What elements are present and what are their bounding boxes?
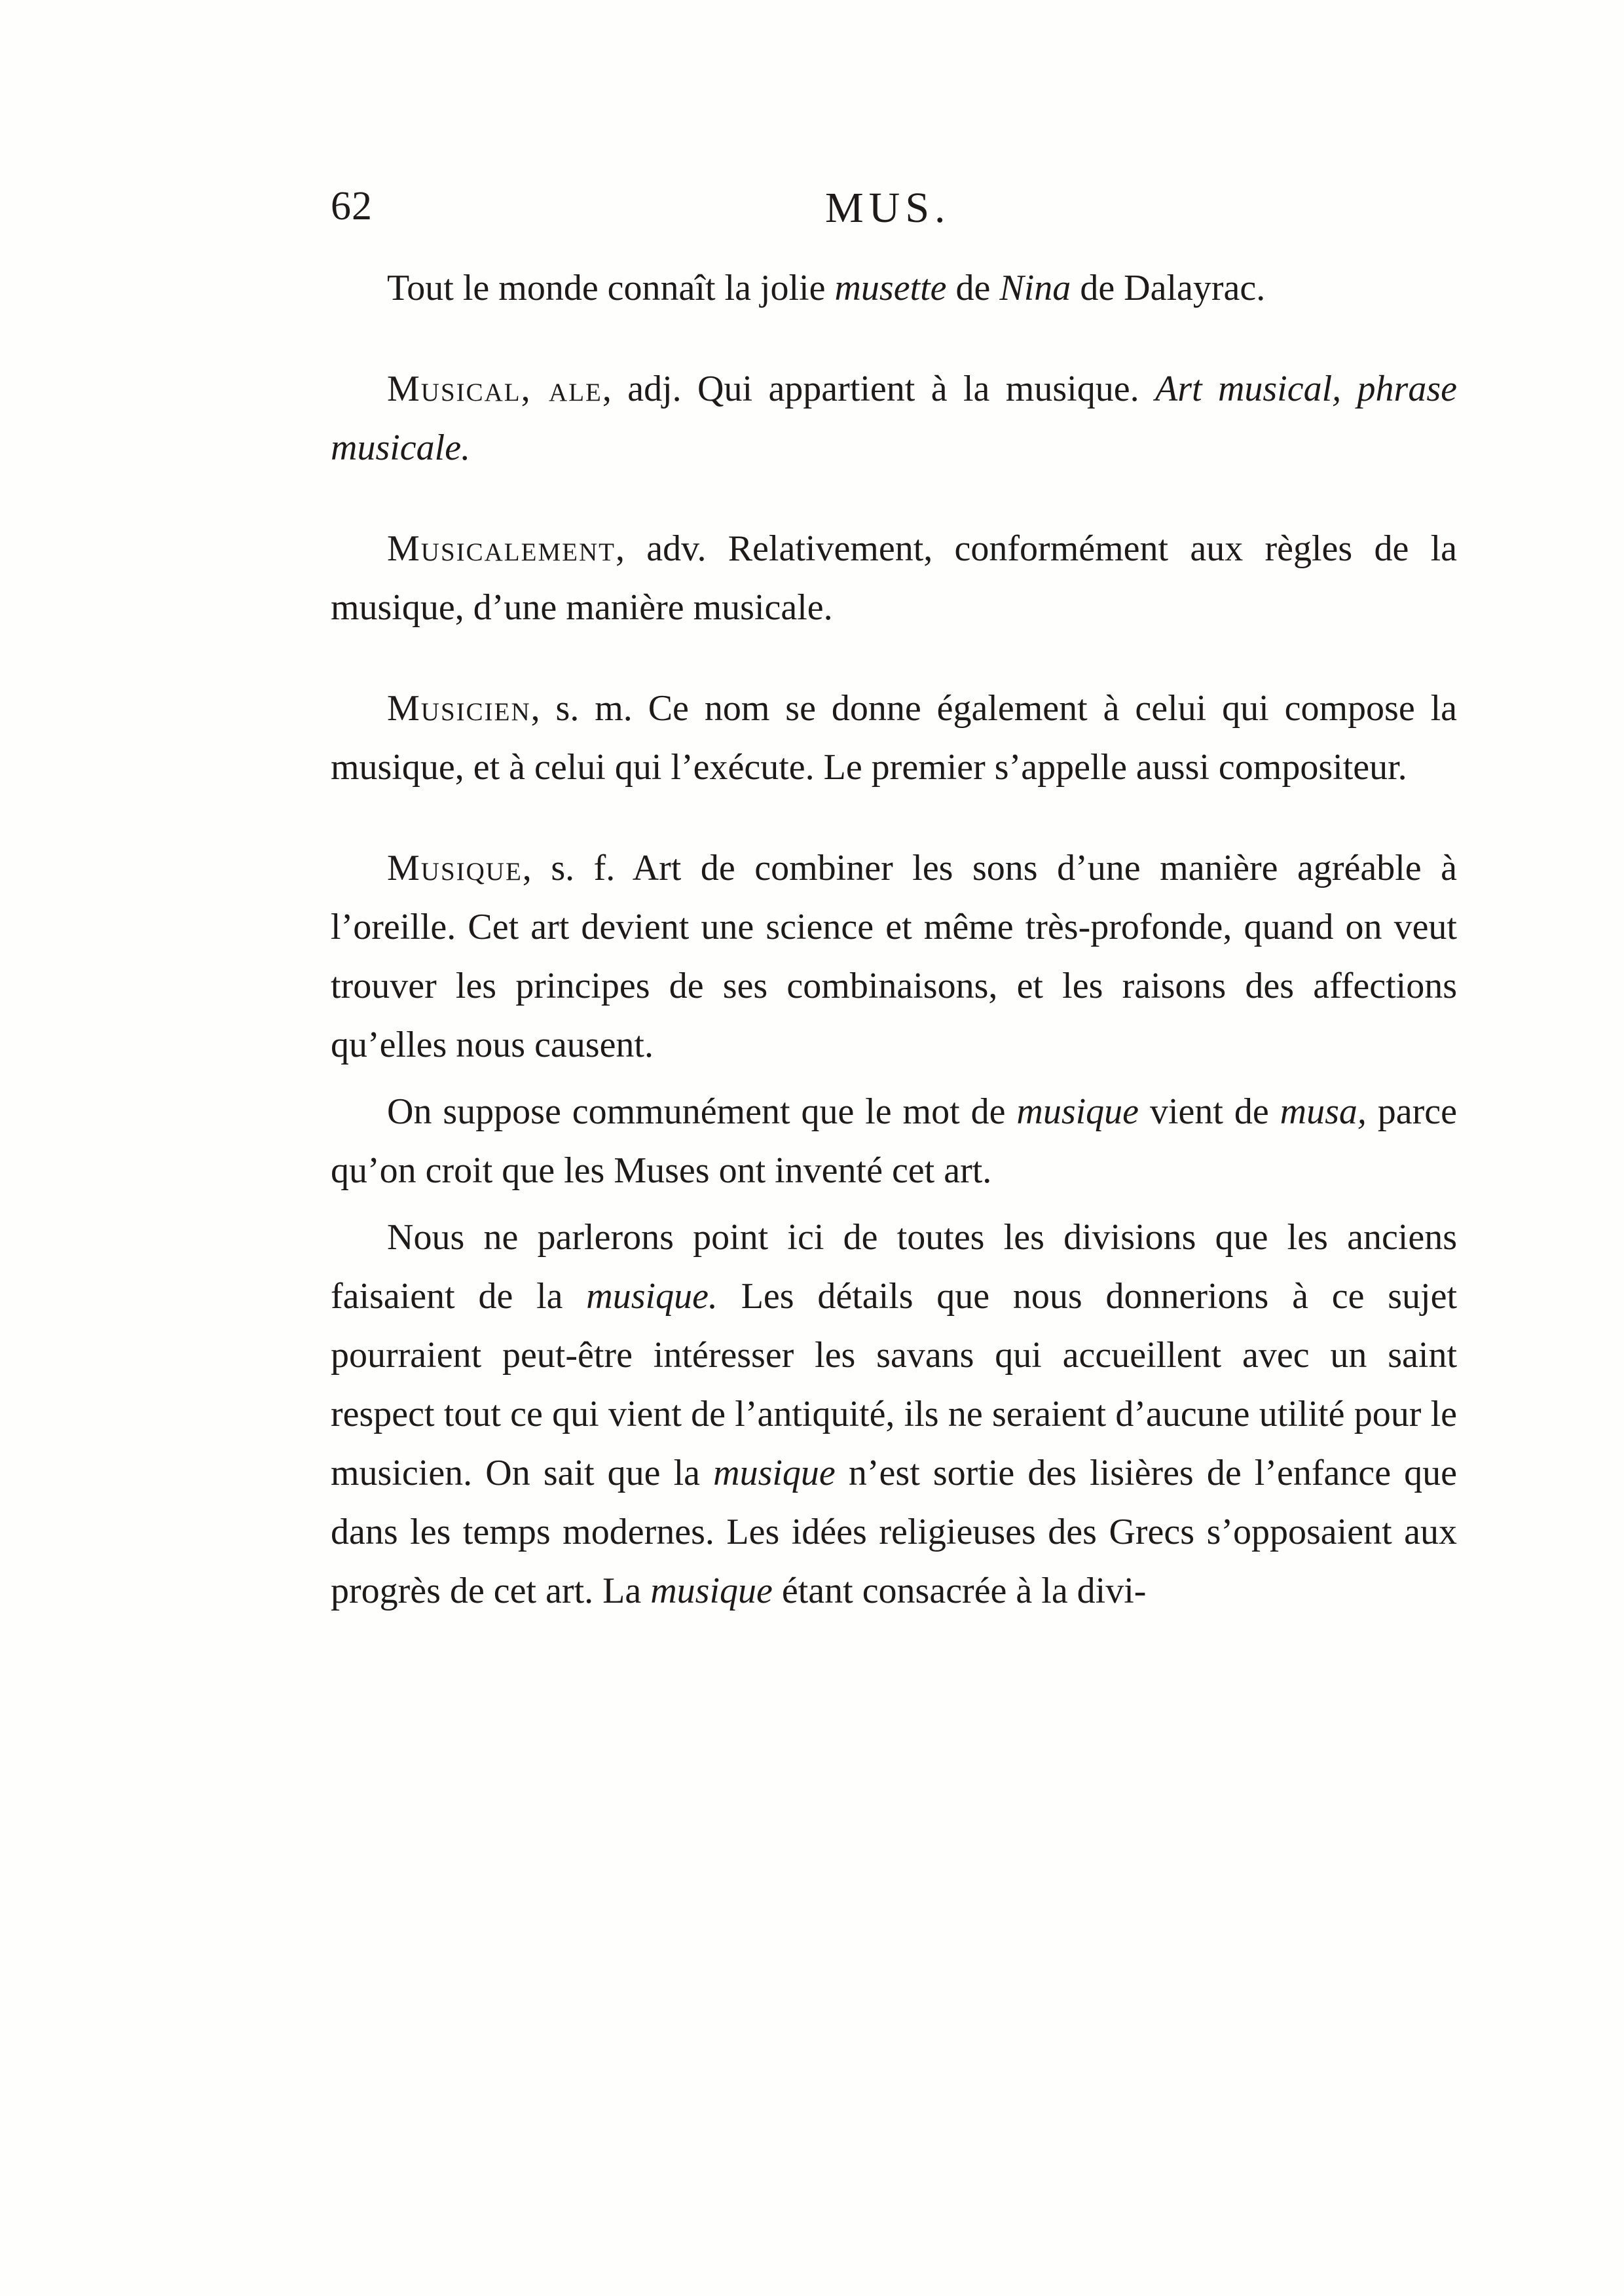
text: vient de: [1139, 1091, 1280, 1132]
page-header: [331, 183, 1477, 242]
entry-musique: [331, 839, 1457, 1074]
italic-term: musa,: [1280, 1091, 1367, 1132]
text: Nous ne parlerons point ici de toutes les divisions que les anciens faisaient de la: [331, 1217, 1457, 1317]
italic-term: Nina: [999, 268, 1071, 308]
headword: Musicalement: [387, 528, 616, 569]
headword: Musical, ale: [387, 369, 602, 409]
text: On suppose communément que le mot de: [387, 1091, 1017, 1132]
italic-term: musique: [650, 1571, 773, 1611]
text: Les détails que nous donnerions à ce sujet pourraient peut-être intéresser les savans qui accueillent avec un saint respect tout ce qui vient de l’antiquité, ils ne seraient d’aucune utilité pour le musicien. On sait que la: [331, 1276, 1458, 1493]
italic-term: musique: [1016, 1091, 1139, 1132]
headword: Musicien: [387, 688, 531, 729]
entry-musicalement: [331, 519, 1457, 637]
entry-musicien: [331, 679, 1457, 797]
definition-text: , s. f. Art de combiner les sons d’une manière agréable à l’oreille. Cet art devient une science et même très-profonde, quand on veut trouver les principes de ses combinaisons, et les raisons des affections qu’elles nous causent.: [331, 848, 1457, 1065]
headword: Musique: [387, 848, 523, 888]
text: de Dalayrac.: [1071, 268, 1266, 308]
italic-example: Art musical, phrase musicale.: [331, 369, 1457, 468]
text: étant consacrée à la divi-: [772, 1571, 1147, 1611]
dictionary-text: [331, 259, 1457, 1620]
musique-etymology-paragraph: [331, 1082, 1457, 1200]
text: Tout le monde connaît la jolie: [387, 268, 835, 308]
text: de: [946, 268, 1000, 308]
definition-text: , s. m. Ce nom se donne également à celui qui compose la musique, et à celui qui l’exécute. Le premier s’appelle aussi compositeur.: [331, 688, 1457, 788]
italic-term: musette: [834, 268, 947, 308]
running-head: MUS.: [825, 184, 951, 232]
entry-musette-continuation: [331, 259, 1457, 318]
text: n’est sortie des lisières de l’enfance que dans les temps modernes. Les idées religieuses des Grecs s’opposaient aux progrès de cet art. La: [331, 1453, 1457, 1611]
italic-term: musique: [713, 1453, 836, 1493]
page-number: 62: [331, 184, 373, 228]
definition-text: , adv. Relativement, conformément aux règles de la musique, d’une manière musicale.: [331, 528, 1457, 628]
entry-musical: [331, 359, 1457, 477]
italic-term: musique.: [586, 1276, 718, 1317]
definition-text: , adj. Qui appartient à la musique.: [602, 369, 1155, 409]
text: parce qu’on croit que les Muses ont inventé cet art.: [331, 1091, 1457, 1191]
musique-history-paragraph: [331, 1208, 1457, 1620]
